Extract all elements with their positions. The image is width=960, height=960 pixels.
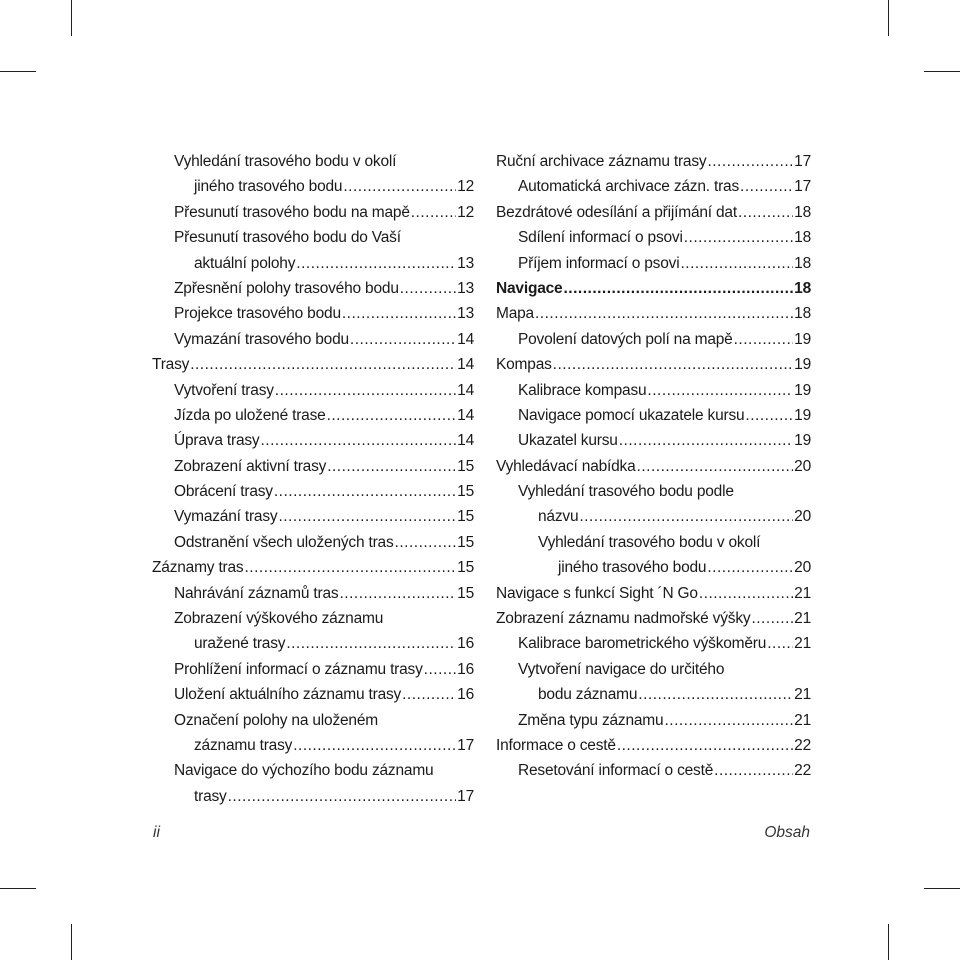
dot-leader (245, 555, 457, 580)
toc-entry-title: jiného trasového bodu (194, 178, 343, 196)
toc-entry-title: záznamu trasy (194, 736, 293, 754)
toc-entry (152, 225, 474, 250)
toc-entry-title: Příjem informací o psovi (518, 254, 680, 272)
toc-entry (496, 149, 811, 174)
toc-entry-page: 19 (794, 432, 811, 450)
dot-leader (275, 378, 456, 403)
dot-leader (424, 657, 457, 682)
toc-entry (152, 733, 474, 758)
dot-leader (680, 251, 793, 276)
toc-entry (496, 758, 811, 783)
dot-leader (734, 327, 794, 352)
toc-entry-page: 21 (794, 711, 811, 729)
dot-leader (343, 174, 456, 199)
dot-leader (579, 504, 793, 529)
toc-entry (152, 327, 474, 352)
toc-entry (496, 733, 811, 758)
toc-entry (152, 378, 474, 403)
dot-leader (190, 352, 456, 377)
toc-entry-page: 17 (457, 787, 474, 805)
toc-entry-page: 19 (794, 330, 811, 348)
toc-entry-page: 17 (457, 736, 474, 754)
toc-entry-page: 14 (457, 406, 474, 424)
toc-entry (496, 403, 811, 428)
dot-leader (637, 454, 794, 479)
toc-entry (152, 657, 474, 682)
crop-mark (924, 71, 960, 72)
toc-entry (496, 708, 811, 733)
toc-entry-page: 18 (794, 229, 811, 247)
toc-entry (496, 174, 811, 199)
toc-entry-page: 13 (457, 254, 474, 272)
toc-entry (152, 200, 474, 225)
toc-entry (152, 758, 474, 783)
toc-entry-title: Projekce trasového bodu (174, 305, 341, 323)
dot-leader (342, 301, 456, 326)
dot-leader (707, 149, 793, 174)
toc-entry (152, 428, 474, 453)
toc-entry-title: Navigace (496, 279, 563, 297)
page-number: ii (153, 824, 160, 841)
toc-entry (152, 631, 474, 656)
toc-entry (496, 530, 811, 555)
dot-leader (350, 327, 456, 352)
toc-entry (152, 352, 474, 377)
toc-entry (496, 225, 811, 250)
dot-leader (535, 301, 793, 326)
dot-leader (553, 352, 793, 377)
toc-entry (496, 454, 811, 479)
toc-entry-title: Informace o cestě (496, 736, 616, 754)
toc-entry-title: Jízda po uložené trase (174, 406, 326, 424)
toc-entry-page: 14 (457, 432, 474, 450)
toc-entry-page: 21 (794, 686, 811, 704)
dot-leader (327, 454, 456, 479)
toc-entry-page: 13 (457, 279, 474, 297)
dot-leader (684, 225, 793, 250)
toc-entry-page: 19 (794, 356, 811, 374)
dot-leader (339, 581, 456, 606)
dot-leader (400, 276, 456, 301)
toc-entry (152, 708, 474, 733)
toc-entry (496, 657, 811, 682)
crop-mark (71, 924, 72, 960)
dot-leader (767, 631, 793, 656)
toc-entry (496, 301, 811, 326)
toc-entry-page: 18 (794, 305, 811, 323)
toc-entry-title: Sdílení informací o psovi (518, 229, 683, 247)
toc-entry (496, 504, 811, 529)
dot-leader (619, 428, 793, 453)
toc-entry (496, 327, 811, 352)
dot-leader (286, 631, 456, 656)
toc-entry-title: Automatická archivace zázn. tras (518, 178, 740, 196)
toc-entry-page: 20 (794, 508, 811, 526)
toc-entry-page: 20 (794, 559, 811, 577)
toc-entry-title: názvu (538, 508, 579, 526)
toc-entry-page: 17 (794, 178, 811, 196)
toc-entry (496, 352, 811, 377)
toc-entry-title: Přesunutí trasového bodu do Vaší (174, 229, 401, 247)
toc-entry-title: Vytvoření trasy (174, 381, 274, 399)
toc-entry-title: Prohlížení informací o záznamu trasy (174, 660, 423, 678)
toc-entry-title: Vyhledání trasového bodu podle (518, 483, 734, 501)
dot-leader (751, 606, 793, 631)
toc-entry-title: Mapa (496, 305, 534, 323)
toc-entry-page: 15 (457, 559, 474, 577)
dot-leader (563, 276, 793, 301)
toc-right-column (496, 149, 811, 784)
toc-entry-title: trasy (194, 787, 227, 805)
toc-entry-title: Zpřesnění polohy trasového bodu (174, 279, 399, 297)
crop-mark (924, 888, 960, 889)
toc-entry (152, 682, 474, 707)
toc-entry-title: Odstranění všech uložených tras (174, 533, 394, 551)
dot-leader (664, 708, 793, 733)
toc-entry-page: 13 (457, 305, 474, 323)
toc-entry-title: Přesunutí trasového bodu na mapě (174, 203, 410, 221)
toc-entry-page: 17 (794, 153, 811, 170)
toc-entry-title: Navigace pomocí ukazatele kursu (518, 406, 745, 424)
toc-entry-title: Navigace s funkcí Sight ´N Go (496, 584, 698, 602)
toc-entry (152, 504, 474, 529)
toc-entry (152, 555, 474, 580)
toc-entry-page: 15 (457, 508, 474, 526)
toc-entry-title: Vyhledání trasového bodu v okolí (538, 533, 761, 551)
toc-entry (152, 606, 474, 631)
toc-entry (496, 251, 811, 276)
dot-leader (228, 784, 457, 809)
toc-entry-page: 12 (457, 203, 474, 221)
toc-entry (496, 200, 811, 225)
toc-entry-title: Vymazání trasy (174, 508, 278, 526)
dot-leader (617, 733, 793, 758)
toc-entry-page: 12 (457, 178, 474, 196)
toc-entry-page: 14 (457, 330, 474, 348)
toc-entry (496, 606, 811, 631)
toc-entry-title: Kalibrace barometrického výškoměru (518, 635, 767, 653)
toc-entry-page: 16 (457, 635, 474, 653)
toc-entry-title: Vymazání trasového bodu (174, 330, 349, 348)
toc-entry-page: 20 (794, 457, 811, 475)
toc-entry-title: Resetování informací o cestě (518, 762, 714, 780)
toc-entry-title: aktuální polohy (194, 254, 296, 272)
toc-entry (496, 555, 811, 580)
crop-mark (0, 71, 36, 72)
dot-leader (274, 479, 456, 504)
toc-entry-title: Nahrávání záznamů tras (174, 584, 339, 602)
toc-entry (152, 174, 474, 199)
dot-leader (745, 403, 793, 428)
toc-entry-page: 19 (794, 381, 811, 399)
toc-entry (496, 428, 811, 453)
toc-entry-page: 16 (457, 686, 474, 704)
toc-entry-title: Změna typu záznamu (518, 711, 664, 729)
toc-entry-page: 15 (457, 533, 474, 551)
crop-mark (71, 0, 72, 36)
toc-entry-title: Trasy (152, 356, 190, 374)
toc-entry-title: Zobrazení záznamu nadmořské výšky (496, 610, 751, 628)
crop-mark (888, 924, 889, 960)
toc-entry-title: Navigace do výchozího bodu záznamu (174, 762, 434, 780)
toc-entry-title: Zobrazení výškového záznamu (174, 610, 384, 628)
dot-leader (402, 682, 456, 707)
crop-mark (0, 888, 36, 889)
dot-leader (699, 581, 793, 606)
dot-leader (327, 403, 457, 428)
toc-entry-page: 16 (457, 660, 474, 678)
toc-entry-page: 18 (794, 203, 811, 221)
toc-entry (152, 276, 474, 301)
toc-left-column (152, 149, 474, 809)
dot-leader (714, 758, 793, 783)
toc-entry (152, 251, 474, 276)
toc-entry-title: Povolení datových polí na mapě (518, 330, 733, 348)
toc-entry-title: jiného trasového bodu (558, 559, 707, 577)
dot-leader (707, 555, 793, 580)
toc-entry (496, 276, 811, 301)
toc-entry (496, 479, 811, 504)
toc-entry-page: 15 (457, 457, 474, 475)
toc-entry-title: Zobrazení aktivní trasy (174, 457, 327, 475)
toc-entry-title: Bezdrátové odesílání a přijímání dat (496, 203, 737, 221)
toc-entry-page: 18 (794, 254, 811, 272)
toc-entry (152, 581, 474, 606)
toc-entry (496, 581, 811, 606)
dot-leader (296, 251, 456, 276)
dot-leader (293, 733, 456, 758)
dot-leader (395, 530, 457, 555)
toc-entry-title: Kompas (496, 356, 552, 374)
toc-entry (152, 301, 474, 326)
toc-entry-page: 22 (794, 762, 811, 780)
toc-entry-title: Vyhledání trasového bodu v okolí (174, 153, 397, 170)
toc-entry (152, 149, 474, 174)
toc-entry-title: Vytvoření navigace do určitého (518, 660, 725, 678)
toc-entry-title: Vyhledávací nabídka (496, 457, 636, 475)
toc-entry-title: uražené trasy (194, 635, 286, 653)
toc-entry-title: Označení polohy na uloženém (174, 711, 378, 729)
dot-leader (278, 504, 456, 529)
toc-entry (496, 631, 811, 656)
toc-entry-page: 14 (457, 356, 474, 374)
toc-entry (496, 378, 811, 403)
toc-entry (152, 403, 474, 428)
dot-leader (638, 682, 793, 707)
toc-entry (152, 454, 474, 479)
toc-entry-title: bodu záznamu (538, 686, 638, 704)
dot-leader (260, 428, 456, 453)
toc-entry-page: 21 (794, 610, 811, 628)
toc-entry-page: 19 (794, 406, 811, 424)
dot-leader (411, 200, 456, 225)
toc-entry-title: Uložení aktuálního záznamu trasy (174, 686, 402, 704)
toc-entry-page: 14 (457, 381, 474, 399)
toc-entry (152, 530, 474, 555)
toc-entry (152, 784, 474, 809)
toc-entry-page: 18 (794, 279, 811, 297)
toc-entry-title: Kalibrace kompasu (518, 381, 647, 399)
dot-leader (738, 200, 793, 225)
toc-entry-page: 21 (794, 635, 811, 653)
toc-entry-title: Ruční archivace záznamu trasy (496, 153, 707, 170)
toc-entry-page: 15 (457, 483, 474, 501)
toc-entry-page: 21 (794, 584, 811, 602)
toc-entry (496, 682, 811, 707)
toc-entry-page: 22 (794, 736, 811, 754)
toc-entry-title: Záznamy tras (152, 559, 244, 577)
toc-entry-title: Úprava trasy (174, 432, 260, 450)
toc-entry-title: Obrácení trasy (174, 483, 273, 501)
toc-entry (152, 479, 474, 504)
dot-leader (740, 174, 793, 199)
section-title: Obsah (764, 824, 810, 841)
crop-mark (888, 0, 889, 36)
dot-leader (647, 378, 793, 403)
toc-entry-title: Ukazatel kursu (518, 432, 618, 450)
toc-entry-page: 15 (457, 584, 474, 602)
